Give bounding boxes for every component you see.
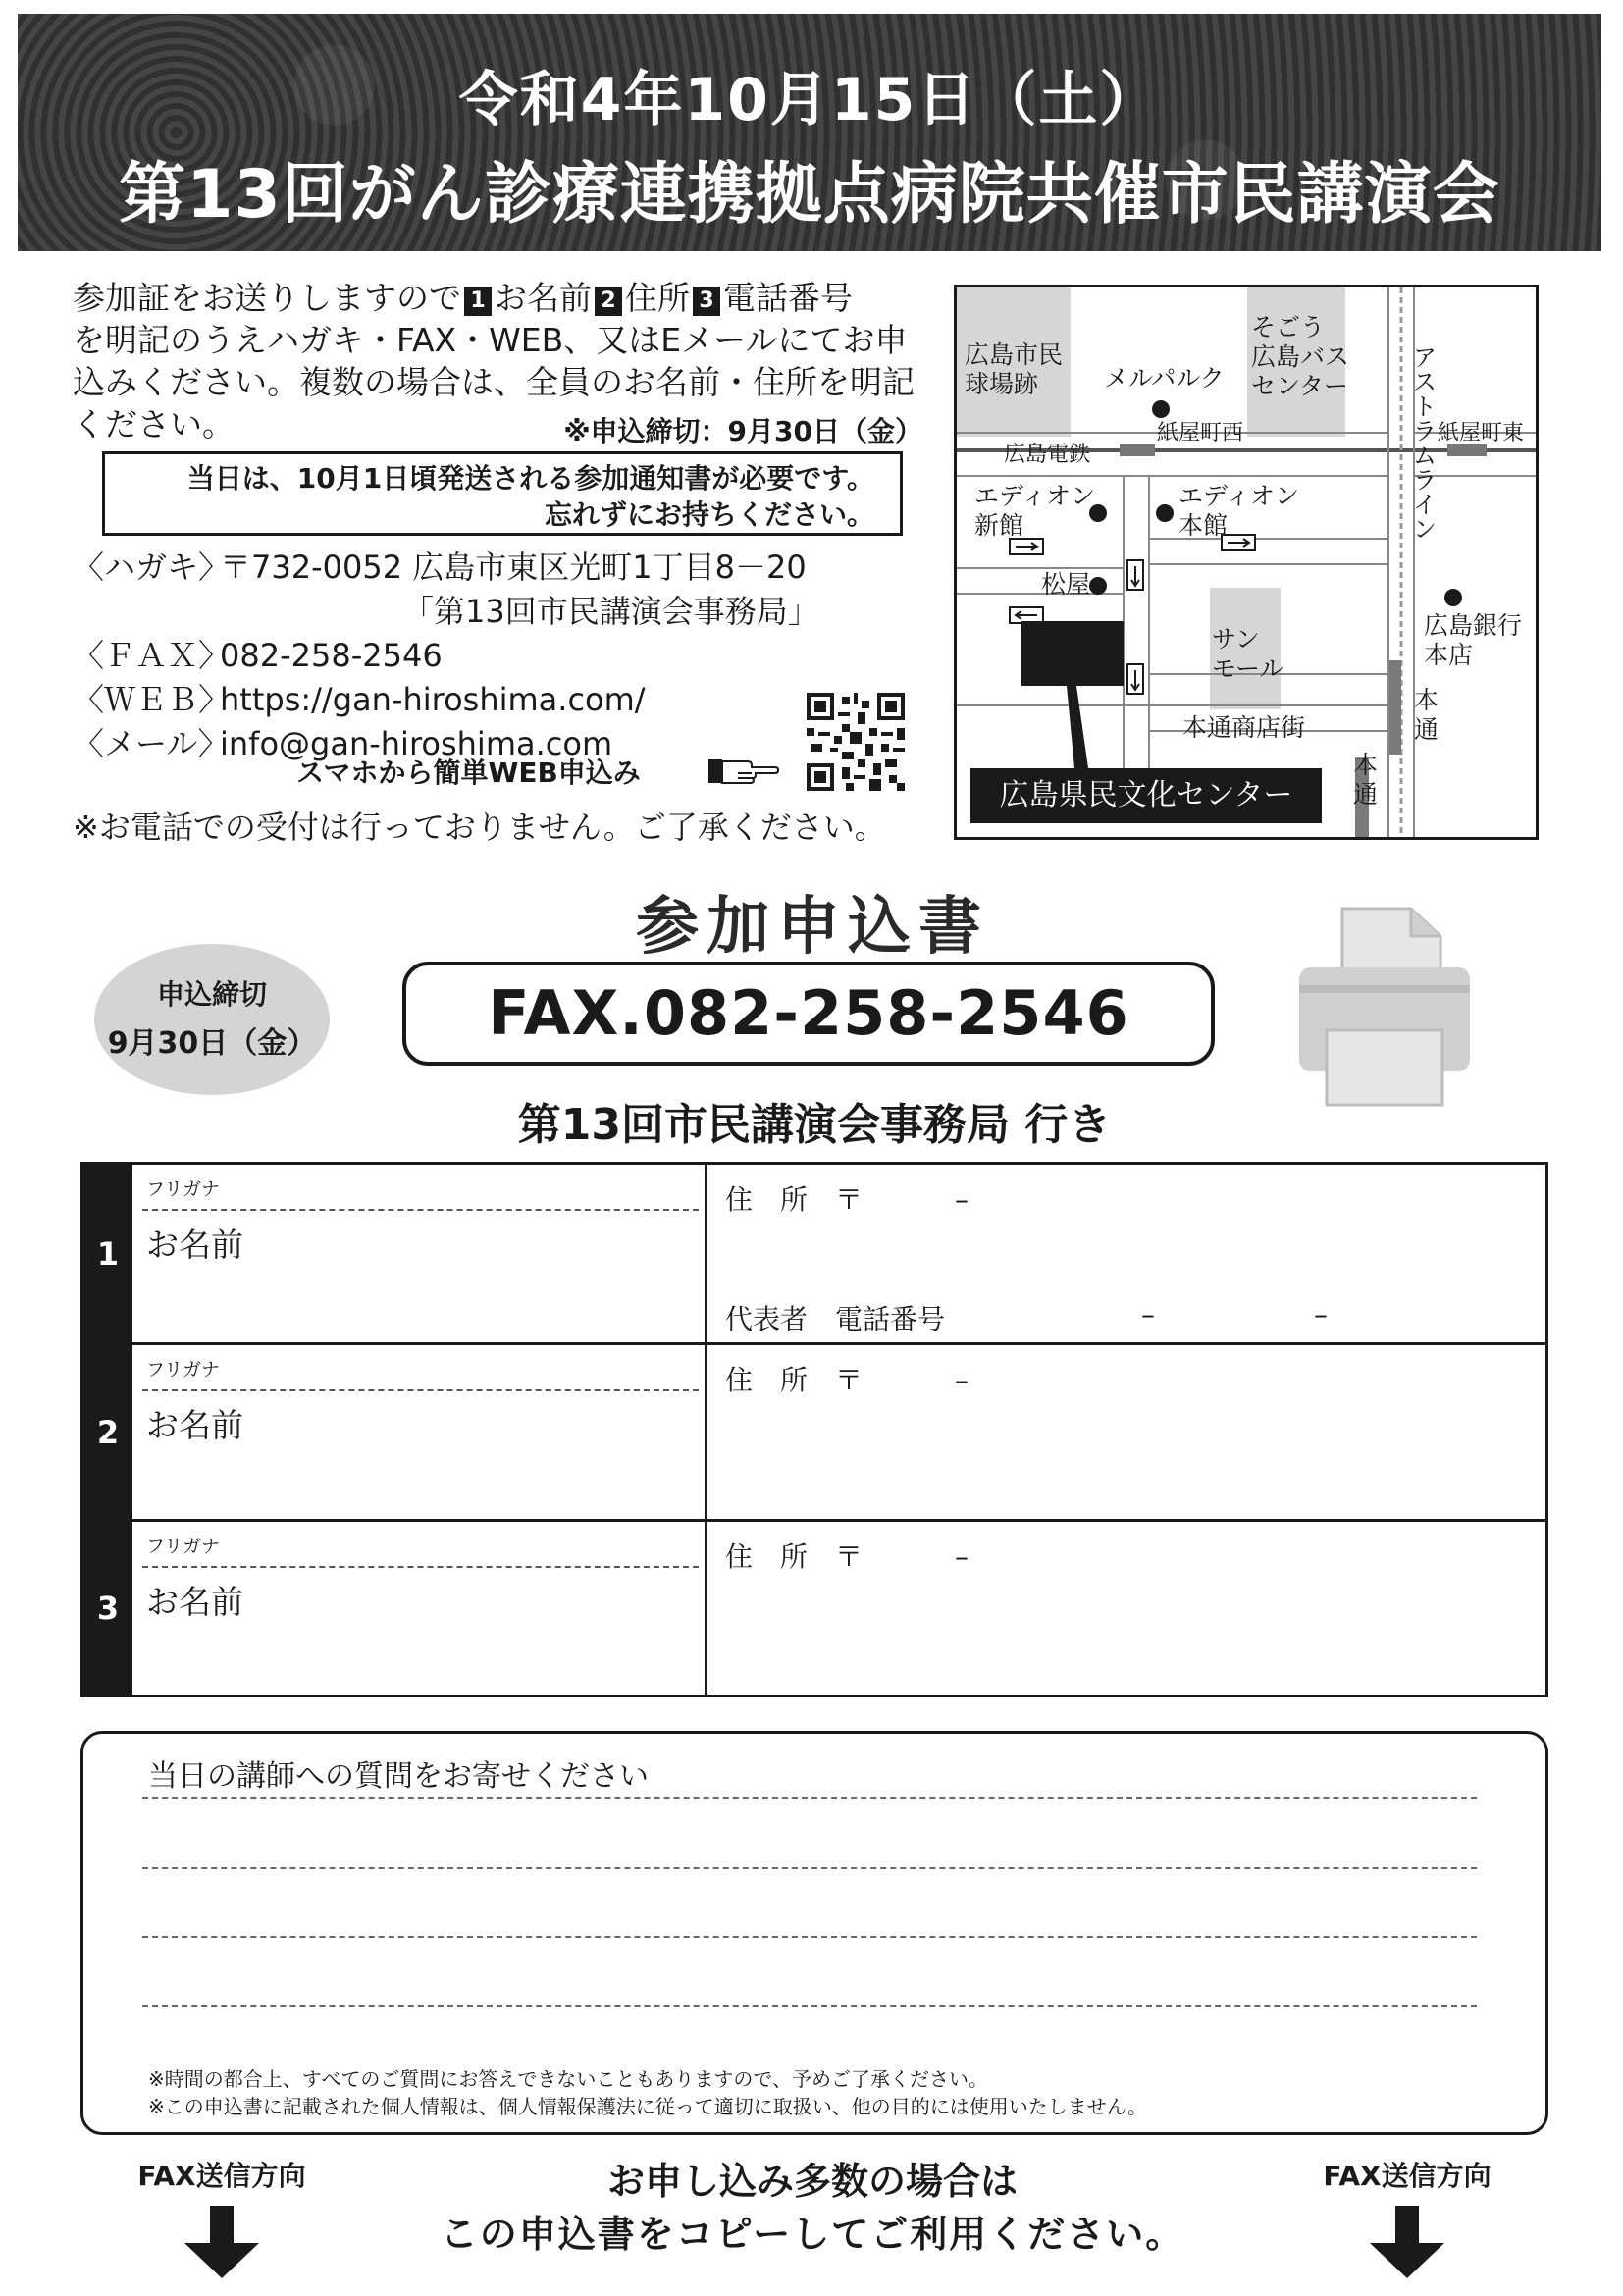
contact-postcard — [73, 543, 807, 588]
name-field[interactable] — [132, 1345, 707, 1519]
map-label-matsuya: 松屋 — [1041, 570, 1091, 599]
deadline-label: 申込締切 — [156, 978, 267, 1011]
fax-machine-icon — [1293, 903, 1476, 1109]
footer-line-1: お申し込み多数の場合は — [606, 2160, 1018, 2203]
map-label-sunmall: サン モール — [1212, 625, 1284, 683]
notice-box — [102, 451, 903, 536]
row-number: 1 — [83, 1165, 132, 1342]
down-arrow-icon — [183, 2206, 261, 2278]
map-label-kamiyacho-west: 紙屋町西 — [1157, 421, 1244, 445]
question-note: ※時間の都合上、すべてのご質問にお答えできないこともありますので、予めご了承ください。 — [148, 2067, 988, 2091]
address-label: 住 所 〒 – — [725, 1183, 971, 1216]
name-field[interactable] — [132, 1165, 707, 1342]
map-label-hondori-shotengai: 本通商店街 — [1182, 713, 1306, 742]
contact-fax — [73, 631, 443, 676]
fax-number-box: FAX.082-258-2546 — [402, 962, 1215, 1066]
map-label-sogo: そごう 広島バス センター — [1251, 313, 1350, 400]
question-line — [142, 1867, 1477, 1869]
map-label-hondori-2: 本 通 — [1353, 751, 1379, 809]
question-line — [142, 1797, 1477, 1799]
name-field[interactable] — [132, 1522, 707, 1695]
number-badge: 2 — [595, 287, 622, 316]
notice-line: 当日は、10月1日頃発送される参加通知書が必要です。 — [186, 462, 874, 495]
fax-direction-label-left: FAX送信方向 — [137, 2160, 306, 2192]
intro-item: 住所 — [625, 279, 690, 317]
fax-direction-label-right: FAX送信方向 — [1323, 2160, 1492, 2192]
furigana-divider — [142, 1209, 699, 1211]
header-banner — [18, 14, 1601, 251]
number-badge: 3 — [693, 287, 720, 316]
map-label-hiroden: 広島電鉄 — [1004, 443, 1091, 467]
map-label-astram: アストラムライン — [1409, 344, 1438, 541]
event-date: 令和4年10月15日（土） — [458, 66, 1161, 134]
furigana-label: フリガナ — [146, 1536, 221, 1557]
smartphone-apply-text: スマホから簡単WEB申込み — [296, 757, 641, 789]
application-table — [80, 1162, 1548, 1697]
name-label: お名前 — [146, 1226, 243, 1264]
map-label-hondori: 本 通 — [1414, 686, 1440, 744]
deadline-date: 9月30日（金） — [107, 1026, 317, 1061]
intro-line: ください。 — [73, 405, 235, 444]
map-label-culture-center: 広島県民文化センター — [970, 768, 1322, 823]
no-phone-notice: ※お電話での受付は行っておりません。ご了承ください。 — [73, 809, 886, 846]
destination-text: 第13回市民講演会事務局 行き — [517, 1100, 1112, 1150]
contact-postcard-addressee: 「第13回市民講演会事務局」 — [402, 593, 819, 630]
address-label: 住 所 〒 – — [725, 1364, 971, 1396]
phone-label: 代表者 電話番号 — [725, 1303, 946, 1335]
deadline-oval — [94, 944, 330, 1095]
applicant-row — [83, 1522, 1545, 1695]
map-label-melpark: メルパルク — [1104, 364, 1225, 392]
furigana-label: フリガナ — [146, 1359, 221, 1381]
phone-field[interactable] — [725, 1298, 1549, 1337]
phone-dash: – — [1141, 1298, 1155, 1331]
down-arrow-icon — [1368, 2206, 1446, 2278]
applicant-row — [83, 1165, 1545, 1345]
furigana-divider — [142, 1389, 699, 1391]
intro-line: を明記のうえハガキ・FAX・WEB、又はEメールにてお申 — [73, 321, 908, 359]
address-label: 住 所 〒 – — [725, 1540, 971, 1573]
intro-line: 込みください。複数の場合は、全員のお名前・住所を明記 — [73, 363, 915, 401]
address-field[interactable] — [711, 1522, 1545, 1695]
map-label-edion-new: エディオン 新館 — [974, 482, 1096, 540]
map-label-stadium: 広島市民 球場跡 — [965, 340, 1064, 398]
intro-item: 電話番号 — [723, 279, 853, 317]
address-field[interactable] — [711, 1345, 1545, 1519]
contact-key: 〈ＷＥＢ〉 — [73, 681, 231, 718]
contact-value[interactable]: info@gan-hiroshima.com — [220, 725, 613, 762]
phone-dash: – — [1314, 1298, 1328, 1331]
contact-value[interactable]: https://gan-hiroshima.com/ — [220, 681, 646, 718]
access-map — [954, 285, 1539, 840]
contact-key: 〈ＦＡＸ〉 — [73, 637, 231, 674]
intro-line: 参加証をお送りしますので — [73, 279, 461, 317]
contact-value: 082-258-2546 — [220, 637, 443, 674]
furigana-label: フリガナ — [146, 1178, 221, 1200]
privacy-note: ※この申込書に記載された個人情報は、個人情報保護法に従って適切に取扱い、他の目的には使用いたしません。 — [148, 2095, 1147, 2118]
event-title: 第13回がん診療連携拠点病院共催市民講演会 — [119, 156, 1500, 234]
question-title: 当日の講師への質問をお寄せください — [148, 1759, 649, 1794]
pointing-hand-icon — [708, 754, 779, 787]
intro-item: お名前 — [495, 279, 592, 317]
question-box[interactable] — [80, 1731, 1548, 2135]
map-label-kamiyacho-east: 紙屋町東 — [1438, 421, 1525, 445]
row-number: 3 — [83, 1522, 132, 1695]
map-label-edion-main: エディオン 本館 — [1178, 482, 1300, 540]
question-line — [142, 1936, 1477, 1938]
footer-line-2: この申込書をコピーしてご利用ください。 — [440, 2213, 1185, 2256]
qr-code-icon[interactable] — [807, 693, 905, 791]
row-number: 2 — [83, 1345, 132, 1519]
form-title: 参加申込書 — [636, 891, 989, 964]
name-label: お名前 — [146, 1406, 243, 1444]
applicant-row — [83, 1345, 1545, 1522]
contact-web — [73, 675, 646, 720]
notice-line: 忘れずにお持ちください。 — [544, 498, 874, 531]
question-line — [142, 2005, 1477, 2007]
contact-key: 〈メール〉 — [73, 725, 230, 762]
contact-value: 〒732-0052 広島市東区光町1丁目8－20 — [220, 548, 807, 586]
map-label-hiroshima-bank: 広島銀行 本店 — [1424, 611, 1523, 669]
contact-key: 〈ハガキ〉 — [73, 548, 231, 586]
deadline-note: ※申込締切：9月30日（金） — [563, 415, 922, 447]
number-badge: 1 — [464, 287, 492, 316]
address-field[interactable] — [711, 1165, 1545, 1342]
name-label: お名前 — [146, 1583, 243, 1621]
furigana-divider — [142, 1566, 699, 1568]
